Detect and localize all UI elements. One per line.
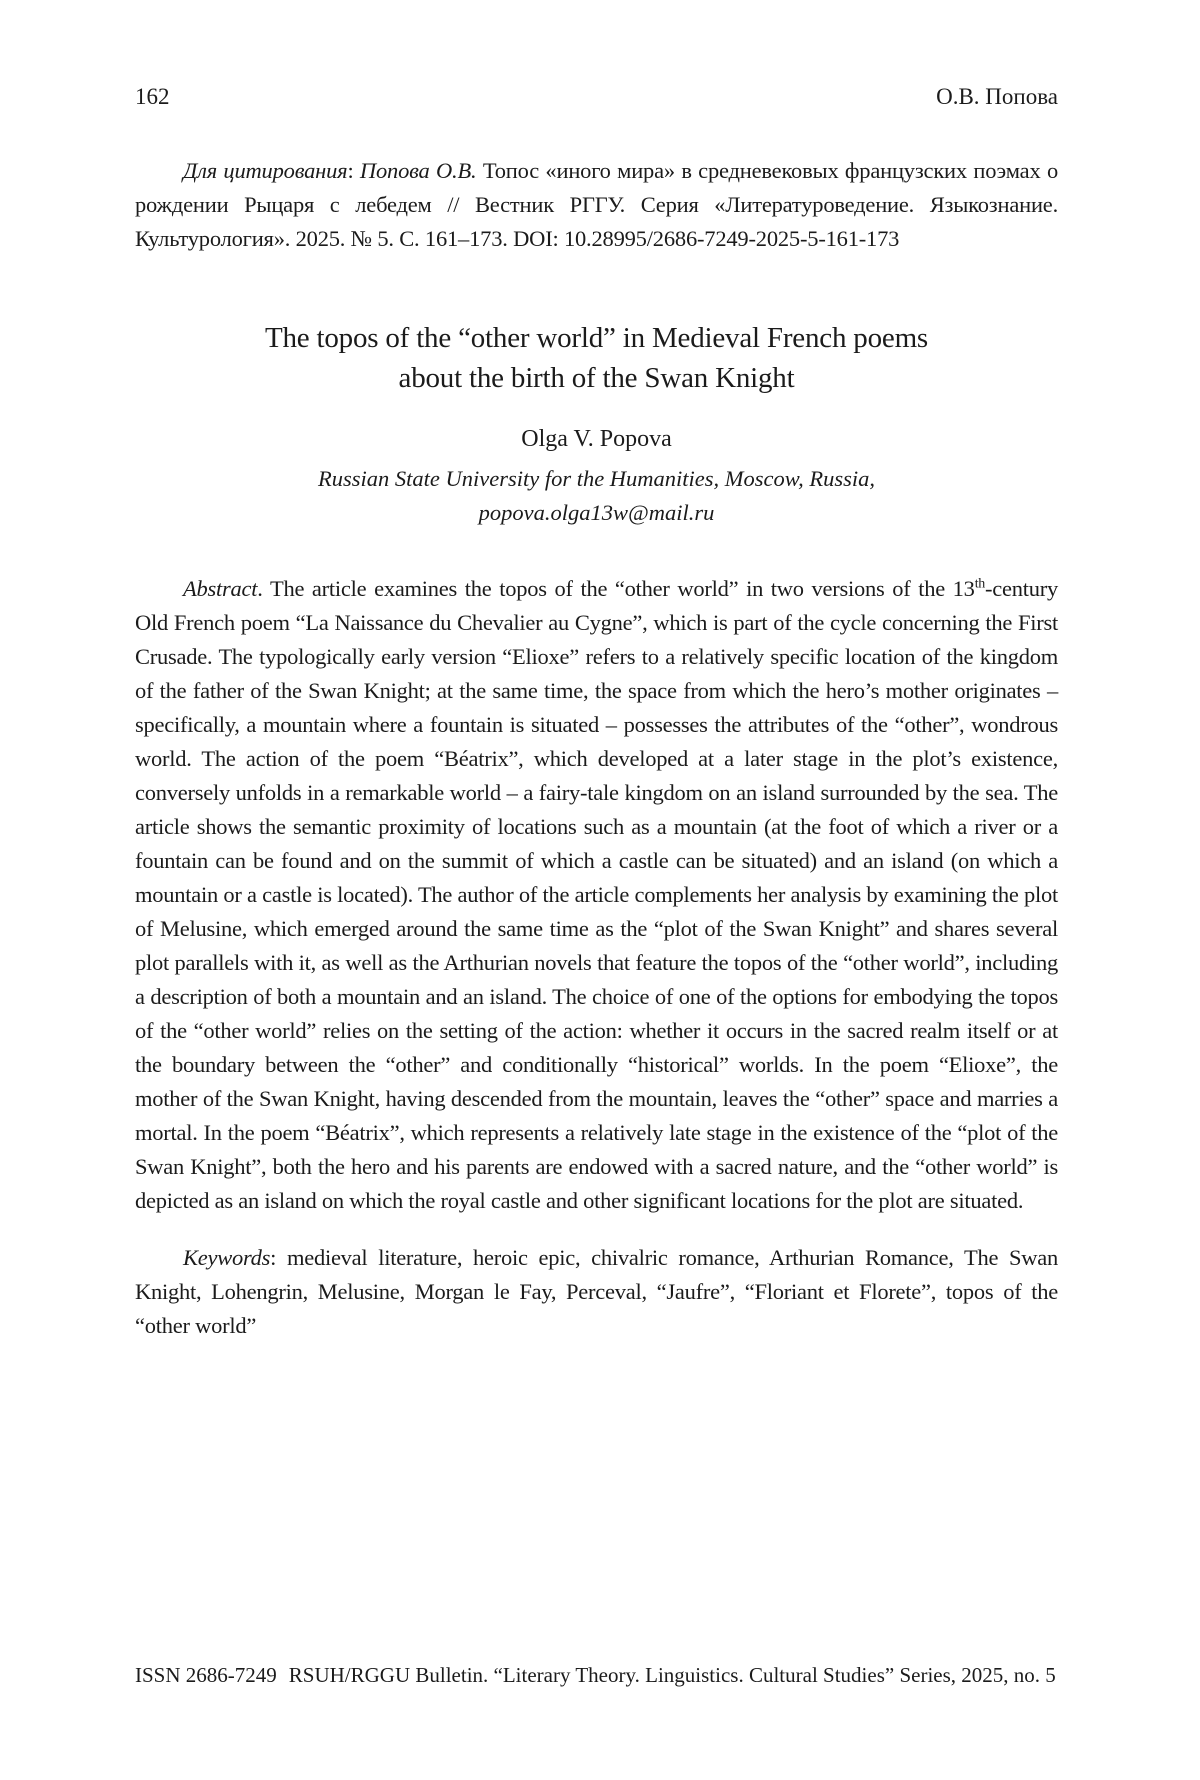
keywords-text: : medieval literature, heroic epic, chivalric romance, Arthurian Romance, The Swan Knight, Lohengrin, Melusine, Morgan le Fay, Perceval, “Jaufre”, “Floriant et Florete”, topos of the “other world” xyxy=(135,1244,1058,1338)
page-content xyxy=(135,0,1058,1365)
citation-colon: : xyxy=(347,158,360,183)
keywords-label: Keywords xyxy=(183,1244,271,1270)
article-title xyxy=(135,318,1058,398)
ordinal-superscript: th xyxy=(974,576,986,592)
citation-text: Топос «иного мира» в средневековых французских поэмах о рождении Рыцаря с лебедем // Вестник РГГУ. Серия «Литературоведение. Языкознание. Культурология». 2025. № 5. С. 161–173. DOI: 10.28995/2686-7249-2025-5-161-173 xyxy=(135,158,1058,251)
citation-author: Попова О.В. xyxy=(359,158,477,183)
abstract-text-before-sup: . The article examines the topos of the “other world” in two versions of the 13 xyxy=(257,576,975,601)
running-header xyxy=(135,84,1058,110)
citation-paragraph xyxy=(135,154,1058,256)
abstract-label: Abstract xyxy=(183,576,258,601)
article-title-line2: about the birth of the Swan Knight xyxy=(398,362,795,394)
article-author: Olga V. Popova xyxy=(521,426,672,452)
abstract-paragraph xyxy=(135,572,1058,1218)
article-affiliation-block xyxy=(135,462,1058,530)
citation-label: Для цитирования xyxy=(183,158,348,183)
affiliation-line: Russian State University for the Humanities, Moscow, Russia, xyxy=(317,466,876,491)
page-number: 162 xyxy=(135,84,170,109)
author-email: popova.olga13w@mail.ru xyxy=(478,500,715,525)
keywords-paragraph xyxy=(135,1241,1058,1343)
footer-issn: ISSN 2686-7249 xyxy=(135,1663,277,1687)
article-title-line1: The topos of the “other world” in Medieval French poems xyxy=(264,322,929,354)
page-footer xyxy=(135,1662,1058,1688)
abstract-text-after-sup: -century Old French poem “La Naissance du Chevalier au Cygne”, which is part of the cycle concerning the First Crusade. The typologically early version “Elioxe” refers to a relatively specific location of the kingdom of the father of the Swan Knight; at the same time, the space from which the hero’s mother originates – specifically, a mountain where a fountain is situated – possesses the attributes of the “other”, wondrous world. The action of the poem “Béatrix”, which developed at a later stage in the plot’s existence, conversely unfolds in a remarkable world – a fairy-tale kingdom on an island surrounded by the sea. The article shows the semantic proximity of locations such as a mountain (at the foot of which a river or a fountain can be found and on the summit of which a castle can be situated) and an island (on which a mountain or a castle is located). The author of the article complements her analysis by examining the plot of Melusine, which emerged around the same time as the “plot of the Swan Knight” and shares several plot parallels with it, as well as the Arthurian novels that feature the topos of the “other world”, including a description of both a mountain and an island. The choice of one of the options for embodying the topos of the “other world” relies on the setting of the action: whether it occurs in the sacred realm itself or at the boundary between the “other” and conditionally “historical” worlds. In the poem “Elioxe”, the mother of the Swan Knight, having descended from the mountain, leaves the “other” space and marries a mortal. In the poem “Béatrix”, which represents a relatively late stage in the existence of the “plot of the Swan Knight”, both the hero and his parents are endowed with a sacred nature, and the “other world” is depicted as an island on which the royal castle and other significant locations for the plot are situated. xyxy=(135,576,1058,1213)
footer-bulletin-info: RSUH/RGGU Bulletin. “Literary Theory. Linguistics. Cultural Studies” Series, 2025, no. 5 xyxy=(288,1663,1056,1687)
running-head-author: О.В. Попова xyxy=(936,84,1058,109)
